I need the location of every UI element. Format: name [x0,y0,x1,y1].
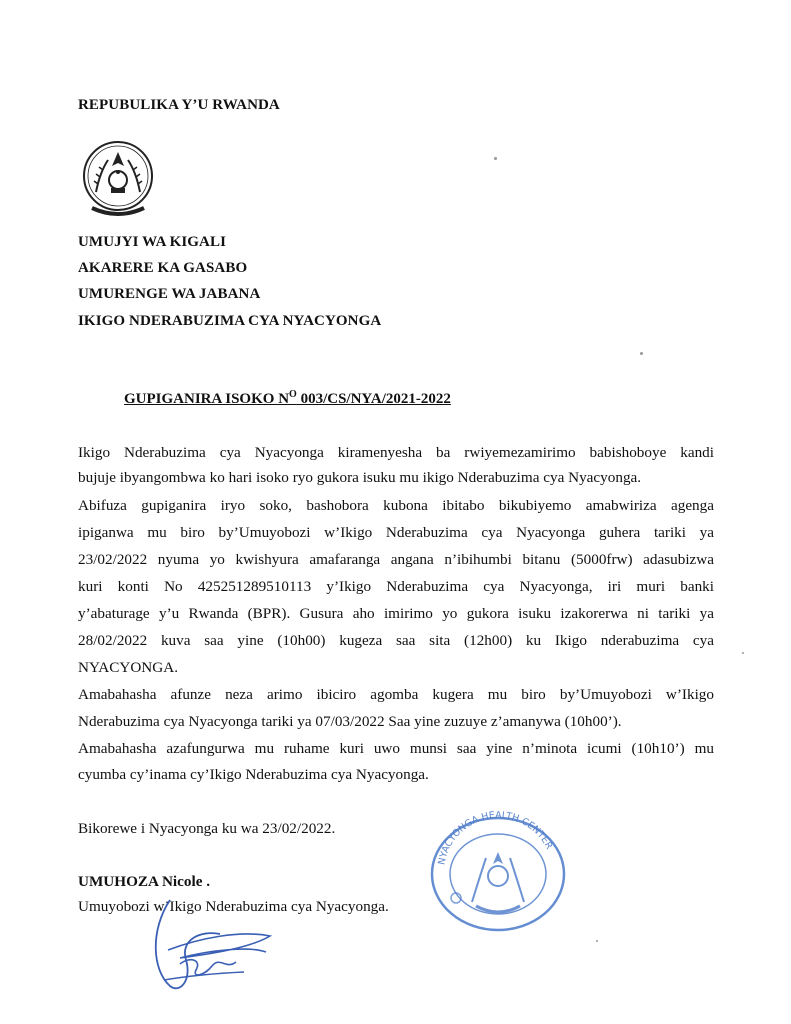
body-line: 23/02/2022 nyuma yo kwishyura amafaranga angana n’ibihumbi bitanu (5000frw) adasubizwa [78,551,714,568]
body-line: cyumba cy’inama cy’Ikigo Nderabuzima cya Nyacyonga. [78,766,429,783]
scan-speck [640,352,643,355]
body-line: Ikigo Nderabuzima cya Nyacyonga kiramenyesha ba rwiyemezamirimo babishoboye kandi [78,444,714,461]
scan-speck [742,652,744,654]
body-line: bujuje ibyangombwa ko hari isoko ryo gukora isuku mu ikigo Nderabuzima cya Nyacyonga. [78,469,642,486]
scan-speck [596,940,598,942]
body-line: Nderabuzima cya Nyacyonga tariki ya 07/03/2022 Saa yine zuzuye z’amanywa (10h00’). [78,713,622,730]
rwanda-coat-of-arms-icon [78,132,158,222]
signatory-position: Umuyobozi w’Ikigo Nderabuzima cya Nyacyonga. [78,898,389,915]
health-center-heading: IKIGO NDERABUZIMA CYA NYACYONGA [78,313,382,329]
body-line: Amabahasha azafungurwa mu ruhame kuri uwo munsi saa yine n’minota icumi (10h10’) mu [78,740,714,757]
tender-title [124,389,451,408]
place-date: Bikorewe i Nyacyonga ku wa 23/02/2022. [78,820,336,837]
scan-speck [494,157,497,160]
tender-title-number: 003/CS/NYA/2021-2022 [296,391,451,407]
city-heading: UMUJYI WA KIGALI [78,234,227,250]
body-line: 28/02/2022 kuva saa yine (10h00) kugeza saa sita (12h00) ku Ikigo nderabuzima cya [78,632,714,649]
sector-heading: UMURENGE WA JABANA [78,286,261,302]
body-line: NYACYONGA. [78,659,178,676]
tender-title-prefix: GUPIGANIRA ISOKO N [124,391,290,407]
body-line: kuri konti No 425251289510113 y’Ikigo Nderabuzima cya Nyacyonga, iri muri banki [78,578,714,595]
tender-title-sup: O [289,389,297,400]
district-heading: AKARERE KA GASABO [78,260,248,276]
svg-text:NYACYONGA HEALTH CENTER: NYACYONGA HEALTH CENTER [436,810,555,866]
body-line: y’abaturage y’u Rwanda (BPR). Gusura aho imirimo yo gukora isuku izakorerwa ni tariki ya [78,605,714,622]
handwritten-signature-icon [140,890,280,1000]
body-line: Amabahasha afunze neza arimo ibiciro agomba kugera mu biro by’Umuyobozi w’Ikigo [78,686,714,703]
body-line: Abifuza gupiganira iryo soko, bashobora kubona ibitabo bikubiyemo amabwiriza agenga [78,497,714,514]
signatory-name: UMUHOZA Nicole . [78,873,211,890]
body-line: ipiganwa mu biro by’Umuyobozi w’Ikigo Nderabuzima cya Nyacyonga guhera tariki ya [78,524,714,541]
republic-heading: REPUBULIKA Y’U RWANDA [78,97,280,113]
